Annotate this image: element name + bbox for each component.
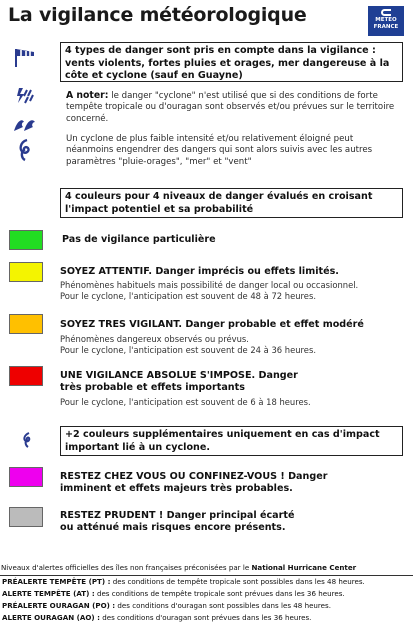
footer-row-label: ALERTE TEMPÊTE (AT) : — [2, 589, 95, 598]
color-levels-box: 4 couleurs pour 4 niveaux de danger évalués en croisant l'impact potentiel et sa probabilité — [60, 188, 403, 218]
footer-row-pt — [2, 577, 365, 587]
yellow-level-desc-2: Pour le cyclone, l'anticipation est souvent de 48 à 72 heures. — [60, 291, 316, 301]
note-label: A noter: — [66, 90, 109, 101]
footer-row-text: des conditions de tempête tropicale sont possibles dans les 48 heures. — [112, 577, 365, 586]
page-title: La vigilance météorologique — [8, 4, 307, 26]
logo-line1: METEO — [375, 17, 397, 23]
logo-line2: FRANCE — [373, 24, 399, 30]
yellow-level-swatch — [9, 262, 43, 282]
hazard-types-box: 4 types de danger sont pris en compte dans la vigilance : vents violents, fortes pluies et orages, mer dangereuse à la côte et cyclone (sauf en Guayne) — [60, 42, 403, 82]
orange-level-swatch — [9, 314, 43, 334]
orange-level-desc-1: Phénomènes dangereux observés ou prévus. — [60, 334, 249, 344]
red-level-swatch — [9, 366, 43, 386]
footer-row-text: des conditions de tempête tropicale sont prévues dans les 36 heures. — [96, 589, 345, 598]
wave-icon — [13, 113, 37, 133]
grey-level-swatch — [9, 507, 43, 527]
logo-mark — [381, 9, 391, 16]
footer-divider — [0, 575, 413, 576]
extra-colors-box: +2 couleurs supplémentaires uniquement en cas d'impact important lié à un cyclone. — [60, 426, 403, 456]
footer-heading-nhc: National Hurricane Center — [251, 563, 357, 572]
cyclone-icon — [17, 138, 35, 162]
magenta-level-swatch — [9, 467, 43, 487]
footer-row-label: ALERTE OURAGAN (AO) : — [2, 613, 100, 622]
grey-level-title: RESTEZ PRUDENT ! Danger principal écarté ou atténué mais risques encore présents. — [60, 510, 295, 533]
footer-heading-text: Niveaux d'alertes officielles des îles non françaises préconisées par le — [1, 563, 250, 572]
yellow-level-title: SOYEZ ATTENTIF. Danger imprécis ou effets limités. — [60, 266, 339, 277]
footer-row-text: des conditions d'ouragan sont possibles dans les 48 heures. — [117, 601, 331, 610]
green-level-swatch — [9, 230, 43, 250]
note-paragraph-2: Un cyclone de plus faible intensité et/ou relativement éloigné peut néanmoins engendrer des dangers qui sont alors suivis avec les autres paramètres "pluie-orages", "mer" et "vent" — [66, 134, 373, 167]
red-level-desc-1: Pour le cyclone, l'anticipation est souvent de 6 à 18 heures. — [60, 397, 311, 407]
magenta-level-title: RESTEZ CHEZ VOUS OU CONFINEZ-VOUS ! Danger imminent et effets majeurs très probables. — [60, 471, 328, 494]
note-text: le danger "cyclone" n'est utilisé que si des conditions de forte tempête tropicale ou d'ouragan sont observés et/ou prévues sur le territoire concerné. — [66, 91, 395, 124]
green-level-title: Pas de vigilance particulière — [62, 234, 216, 245]
footer-row-text: des conditions d'ouragan sont prévues dans les 36 heures. — [102, 613, 312, 622]
footer-row-at — [2, 589, 345, 599]
cyclone-small-icon — [22, 432, 34, 448]
footer-row-label: PRÉALERTE OURAGAN (PO) : — [2, 601, 116, 610]
orange-level-desc-2: Pour le cyclone, l'anticipation est souvent de 24 à 36 heures. — [60, 345, 316, 355]
footer-row-label: PRÉALERTE TEMPÊTE (PT) : — [2, 577, 111, 586]
rain-storm-icon — [15, 84, 37, 106]
note-paragraph — [66, 90, 403, 125]
footer-row-po — [2, 601, 331, 611]
yellow-level-desc-1: Phénomènes habituels mais possibilité de danger local ou occasionnel. — [60, 280, 359, 290]
meteo-france-logo — [368, 6, 404, 36]
footer-heading — [1, 563, 356, 573]
wind-icon — [14, 46, 36, 68]
orange-level-title: SOYEZ TRES VIGILANT. Danger probable et effet modéré — [60, 319, 364, 330]
footer-row-ao — [2, 613, 311, 623]
red-level-title: UNE VIGILANCE ABSOLUE S'IMPOSE. Danger très probable et effets importants — [60, 370, 298, 393]
